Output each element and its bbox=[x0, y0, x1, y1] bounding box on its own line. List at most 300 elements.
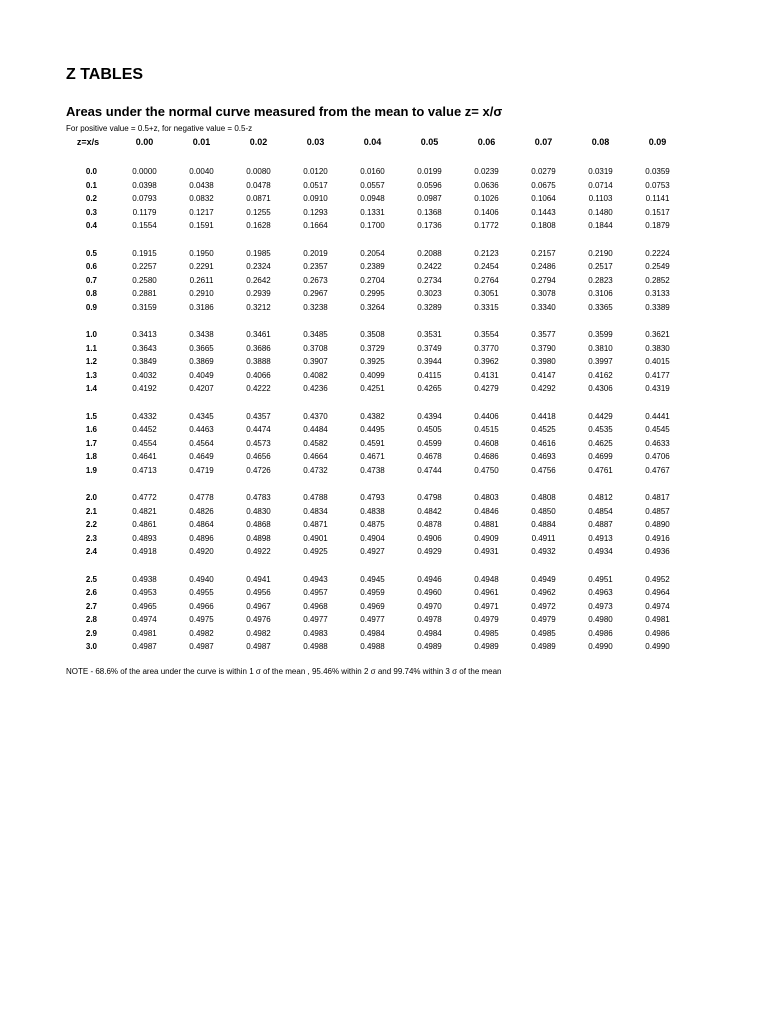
area-value: 0.0040 bbox=[189, 167, 214, 176]
area-value: 0.0359 bbox=[645, 167, 670, 176]
area-value: 0.3708 bbox=[303, 343, 328, 353]
area-value: 0.4989 bbox=[417, 642, 442, 651]
area-value: 0.4949 bbox=[531, 574, 556, 584]
area-value: 0.3023 bbox=[417, 289, 442, 298]
table-row bbox=[60, 600, 686, 614]
area-value: 0.4236 bbox=[303, 384, 328, 393]
area-value: 0.4564 bbox=[189, 438, 214, 448]
area-value: 0.3159 bbox=[132, 302, 157, 312]
area-value: 0.3790 bbox=[531, 343, 556, 353]
area-value: 0.4965 bbox=[132, 601, 157, 611]
area-value: 0.4591 bbox=[360, 438, 385, 448]
area-value: 0.1879 bbox=[645, 221, 670, 230]
area-value: 0.3531 bbox=[417, 330, 442, 339]
area-value: 0.4931 bbox=[474, 547, 499, 556]
area-value: 0.4115 bbox=[417, 370, 442, 380]
area-value: 0.2486 bbox=[531, 262, 556, 271]
area-value: 0.1628 bbox=[246, 221, 271, 230]
area-value: 0.3133 bbox=[645, 289, 670, 298]
area-value: 0.2257 bbox=[132, 262, 157, 271]
table-row bbox=[60, 287, 686, 301]
area-value: 0.2642 bbox=[246, 275, 271, 285]
area-value: 0.4525 bbox=[531, 425, 556, 434]
area-value: 0.2123 bbox=[474, 248, 499, 258]
area-value: 0.2611 bbox=[189, 275, 214, 285]
area-value: 0.3925 bbox=[360, 357, 385, 366]
area-value: 0.4821 bbox=[132, 506, 157, 516]
area-value: 0.1736 bbox=[417, 221, 442, 230]
area-value: 0.4948 bbox=[474, 574, 499, 584]
area-value: 0.4968 bbox=[303, 601, 328, 611]
z-value: 1.4 bbox=[85, 384, 97, 393]
area-value: 0.1844 bbox=[588, 221, 613, 230]
area-value: 0.4332 bbox=[132, 411, 157, 421]
area-value: 0.3729 bbox=[360, 343, 385, 353]
area-value: 0.2422 bbox=[417, 262, 442, 271]
area-value: 0.1700 bbox=[360, 221, 385, 230]
area-value: 0.4918 bbox=[132, 547, 157, 556]
area-value: 0.4147 bbox=[531, 370, 556, 380]
area-value: 0.4484 bbox=[303, 425, 328, 434]
area-value: 0.4979 bbox=[531, 615, 556, 624]
area-value: 0.0832 bbox=[189, 194, 214, 203]
area-value: 0.4306 bbox=[588, 384, 613, 393]
area-value: 0.4960 bbox=[417, 588, 442, 597]
table-row bbox=[60, 545, 686, 559]
table-row bbox=[60, 260, 686, 274]
z-value: 2.3 bbox=[85, 533, 97, 543]
area-value: 0.1368 bbox=[417, 207, 442, 217]
area-value: 0.4545 bbox=[645, 425, 670, 434]
area-value: 0.3078 bbox=[531, 289, 556, 298]
area-value: 0.4850 bbox=[531, 506, 556, 516]
area-value: 0.4927 bbox=[360, 547, 385, 556]
z-value: 0.8 bbox=[85, 289, 97, 298]
area-value: 0.0714 bbox=[588, 180, 613, 190]
area-value: 0.4972 bbox=[531, 601, 556, 611]
area-value: 0.4798 bbox=[417, 493, 442, 502]
area-value: 0.4864 bbox=[189, 520, 214, 529]
area-value: 0.0517 bbox=[303, 180, 328, 190]
table-row bbox=[60, 355, 686, 369]
area-value: 0.4719 bbox=[189, 465, 214, 475]
area-value: 0.3686 bbox=[246, 343, 271, 353]
area-value: 0.2190 bbox=[588, 248, 613, 258]
area-value: 0.4099 bbox=[360, 370, 385, 380]
area-value: 0.0753 bbox=[645, 180, 670, 190]
area-value: 0.4192 bbox=[132, 384, 157, 393]
area-value: 0.4981 bbox=[645, 615, 670, 624]
area-value: 0.3944 bbox=[417, 357, 442, 366]
area-value: 0.4842 bbox=[417, 506, 442, 516]
area-value: 0.4916 bbox=[645, 533, 670, 543]
area-value: 0.2673 bbox=[303, 275, 328, 285]
column-header: 0.03 bbox=[306, 137, 325, 147]
area-value: 0.4977 bbox=[303, 615, 328, 624]
area-value: 0.4032 bbox=[132, 370, 157, 380]
area-value: 0.4861 bbox=[132, 520, 157, 529]
z-value: 2.4 bbox=[85, 547, 97, 556]
table-row bbox=[60, 586, 686, 600]
area-value: 0.0319 bbox=[588, 167, 613, 176]
z-value: 0.0 bbox=[85, 167, 97, 176]
area-value: 0.4904 bbox=[360, 533, 385, 543]
area-value: 0.4452 bbox=[132, 425, 157, 434]
column-header: 0.00 bbox=[135, 137, 154, 147]
area-value: 0.2224 bbox=[645, 248, 670, 258]
area-value: 0.4788 bbox=[303, 493, 328, 502]
area-value: 0.3980 bbox=[531, 357, 556, 366]
column-header: 0.07 bbox=[534, 137, 553, 147]
area-value: 0.0596 bbox=[417, 180, 442, 190]
area-value: 0.4909 bbox=[474, 533, 499, 543]
area-value: 0.4987 bbox=[189, 642, 214, 651]
z-value: 0.6 bbox=[85, 262, 97, 271]
group-spacer bbox=[60, 396, 686, 410]
area-value: 0.3770 bbox=[474, 343, 499, 353]
column-header: 0.05 bbox=[420, 137, 439, 147]
area-value: 0.0120 bbox=[303, 167, 328, 176]
area-value: 0.4974 bbox=[132, 615, 157, 624]
area-value: 0.4945 bbox=[360, 574, 385, 584]
area-value: 0.4251 bbox=[360, 384, 385, 393]
area-value: 0.2389 bbox=[360, 262, 385, 271]
area-value: 0.1443 bbox=[531, 207, 556, 217]
area-value: 0.3888 bbox=[246, 357, 271, 366]
area-value: 0.2088 bbox=[417, 248, 442, 258]
area-value: 0.4953 bbox=[132, 588, 157, 597]
table-body bbox=[60, 151, 686, 654]
area-value: 0.4986 bbox=[588, 628, 613, 638]
area-value: 0.4973 bbox=[588, 601, 613, 611]
area-value: 0.4817 bbox=[645, 493, 670, 502]
z-value: 3.0 bbox=[85, 642, 97, 651]
area-value: 0.1255 bbox=[246, 207, 271, 217]
area-value: 0.4319 bbox=[645, 384, 670, 393]
area-value: 0.4015 bbox=[645, 357, 670, 366]
area-value: 0.3340 bbox=[531, 302, 556, 312]
column-header: 0.09 bbox=[648, 137, 667, 147]
area-value: 0.4984 bbox=[360, 628, 385, 638]
area-value: 0.4967 bbox=[246, 601, 271, 611]
area-value: 0.1406 bbox=[474, 207, 499, 217]
area-value: 0.4582 bbox=[303, 438, 328, 448]
area-value: 0.4871 bbox=[303, 520, 328, 529]
area-value: 0.4633 bbox=[645, 438, 670, 448]
table-row bbox=[60, 450, 686, 464]
rule-note: For positive value = 0.5+z, for negative value = 0.5-z bbox=[66, 124, 253, 133]
area-value: 0.4934 bbox=[588, 547, 613, 556]
area-value: 0.4940 bbox=[189, 574, 214, 584]
area-value: 0.4812 bbox=[588, 493, 613, 502]
area-value: 0.4656 bbox=[246, 452, 271, 461]
area-value: 0.3749 bbox=[417, 343, 442, 353]
area-value: 0.4938 bbox=[132, 574, 157, 584]
area-value: 0.3413 bbox=[132, 330, 157, 339]
area-value: 0.4678 bbox=[417, 452, 442, 461]
area-value: 0.4495 bbox=[360, 425, 385, 434]
area-value: 0.4756 bbox=[531, 465, 556, 475]
area-value: 0.2764 bbox=[474, 275, 499, 285]
table-row bbox=[60, 464, 686, 478]
area-value: 0.4946 bbox=[417, 574, 442, 584]
area-value: 0.3962 bbox=[474, 357, 499, 366]
area-value: 0.4985 bbox=[531, 628, 556, 638]
area-value: 0.3810 bbox=[588, 343, 613, 353]
area-value: 0.4962 bbox=[531, 588, 556, 597]
z-value: 1.0 bbox=[85, 330, 97, 339]
area-value: 0.2357 bbox=[303, 262, 328, 271]
area-value: 0.4970 bbox=[417, 601, 442, 611]
area-value: 0.4988 bbox=[360, 642, 385, 651]
area-value: 0.0987 bbox=[417, 194, 442, 203]
area-value: 0.0438 bbox=[189, 180, 214, 190]
area-value: 0.4671 bbox=[360, 452, 385, 461]
area-value: 0.4608 bbox=[474, 438, 499, 448]
area-value: 0.3264 bbox=[360, 302, 385, 312]
area-value: 0.4987 bbox=[132, 642, 157, 651]
area-value: 0.4706 bbox=[645, 452, 670, 461]
area-value: 0.4971 bbox=[474, 601, 499, 611]
area-value: 0.4505 bbox=[417, 425, 442, 434]
area-value: 0.4955 bbox=[189, 588, 214, 597]
area-value: 0.1293 bbox=[303, 207, 328, 217]
area-value: 0.4941 bbox=[246, 574, 271, 584]
area-value: 0.4932 bbox=[531, 547, 556, 556]
area-value: 0.1217 bbox=[189, 207, 214, 217]
z-value: 0.9 bbox=[85, 302, 97, 312]
area-value: 0.4989 bbox=[531, 642, 556, 651]
z-value: 1.9 bbox=[85, 465, 97, 475]
z-value: 0.4 bbox=[85, 221, 97, 230]
area-value: 0.4177 bbox=[645, 370, 670, 380]
area-value: 0.4922 bbox=[246, 547, 271, 556]
area-value: 0.0557 bbox=[360, 180, 385, 190]
area-value: 0.4222 bbox=[246, 384, 271, 393]
area-value: 0.3508 bbox=[360, 330, 385, 339]
area-value: 0.2324 bbox=[246, 262, 271, 271]
z-value: 1.5 bbox=[85, 411, 97, 421]
area-value: 0.3554 bbox=[474, 330, 499, 339]
area-value: 0.4767 bbox=[645, 465, 670, 475]
area-value: 0.4898 bbox=[246, 533, 271, 543]
area-value: 0.4599 bbox=[417, 438, 442, 448]
area-value: 0.1331 bbox=[360, 207, 385, 217]
z-value: 2.6 bbox=[85, 588, 97, 597]
area-value: 0.4162 bbox=[588, 370, 613, 380]
area-value: 0.0398 bbox=[132, 180, 157, 190]
area-value: 0.4830 bbox=[246, 506, 271, 516]
area-value: 0.1772 bbox=[474, 221, 499, 230]
area-value: 0.2580 bbox=[132, 275, 157, 285]
area-value: 0.3577 bbox=[531, 330, 556, 339]
table-row bbox=[60, 423, 686, 437]
area-value: 0.4744 bbox=[417, 465, 442, 475]
area-value: 0.4554 bbox=[132, 438, 157, 448]
area-value: 0.4961 bbox=[474, 588, 499, 597]
area-value: 0.4625 bbox=[588, 438, 613, 448]
z-value: 2.9 bbox=[85, 628, 97, 638]
area-value: 0.2704 bbox=[360, 275, 385, 285]
area-value: 0.2019 bbox=[303, 248, 328, 258]
area-value: 0.2910 bbox=[189, 289, 214, 298]
area-value: 0.3238 bbox=[303, 302, 328, 312]
area-value: 0.4868 bbox=[246, 520, 271, 529]
table-header-row bbox=[60, 133, 686, 151]
area-value: 0.3485 bbox=[303, 330, 328, 339]
area-value: 0.4292 bbox=[531, 384, 556, 393]
area-value: 0.1480 bbox=[588, 207, 613, 217]
subtitle: Areas under the normal curve measured from the mean to value z= x/σ bbox=[66, 104, 503, 119]
z-value: 0.7 bbox=[85, 275, 97, 285]
area-value: 0.4418 bbox=[531, 411, 556, 421]
area-value: 0.4345 bbox=[189, 411, 214, 421]
area-value: 0.3907 bbox=[303, 357, 328, 366]
table-row bbox=[60, 165, 686, 179]
z-value: 0.3 bbox=[85, 207, 97, 217]
area-value: 0.4878 bbox=[417, 520, 442, 529]
area-value: 0.0000 bbox=[132, 167, 157, 176]
group-spacer bbox=[60, 559, 686, 573]
area-value: 0.1026 bbox=[474, 194, 499, 203]
z-value: 0.2 bbox=[85, 194, 97, 203]
area-value: 0.4474 bbox=[246, 425, 271, 434]
area-value: 0.1179 bbox=[132, 207, 157, 217]
area-value: 0.3389 bbox=[645, 302, 670, 312]
column-header: 0.04 bbox=[363, 137, 382, 147]
area-value: 0.4964 bbox=[645, 588, 670, 597]
column-header: 0.08 bbox=[591, 137, 610, 147]
area-value: 0.2291 bbox=[189, 262, 214, 271]
area-value: 0.4978 bbox=[417, 615, 442, 624]
area-value: 0.2823 bbox=[588, 275, 613, 285]
column-header: 0.02 bbox=[249, 137, 268, 147]
area-value: 0.0675 bbox=[531, 180, 556, 190]
table-row bbox=[60, 627, 686, 641]
column-header: 0.01 bbox=[192, 137, 211, 147]
page-title: Z TABLES bbox=[66, 66, 144, 83]
area-value: 0.4985 bbox=[474, 628, 499, 638]
area-value: 0.3461 bbox=[246, 330, 271, 339]
area-value: 0.4357 bbox=[246, 411, 271, 421]
area-value: 0.2939 bbox=[246, 289, 271, 298]
area-value: 0.4986 bbox=[645, 628, 670, 638]
area-value: 0.4893 bbox=[132, 533, 157, 543]
area-value: 0.4394 bbox=[417, 411, 442, 421]
area-value: 0.4793 bbox=[360, 493, 385, 502]
table-row bbox=[60, 342, 686, 356]
area-value: 0.1517 bbox=[645, 207, 670, 217]
area-value: 0.4884 bbox=[531, 520, 556, 529]
group-spacer bbox=[60, 151, 686, 165]
area-value: 0.1915 bbox=[132, 248, 157, 258]
area-value: 0.4980 bbox=[588, 615, 613, 624]
area-value: 0.4959 bbox=[360, 588, 385, 597]
area-value: 0.3315 bbox=[474, 302, 499, 312]
table-row bbox=[60, 247, 686, 261]
area-value: 0.0160 bbox=[360, 167, 385, 176]
area-value: 0.4951 bbox=[588, 574, 613, 584]
area-value: 0.4265 bbox=[417, 384, 442, 393]
area-value: 0.4826 bbox=[189, 506, 214, 516]
corner-label: z=x/s bbox=[76, 137, 100, 147]
area-value: 0.4664 bbox=[303, 452, 328, 461]
area-value: 0.2995 bbox=[360, 289, 385, 298]
area-value: 0.0239 bbox=[474, 167, 499, 176]
area-value: 0.4535 bbox=[588, 425, 613, 434]
area-value: 0.3665 bbox=[189, 343, 214, 353]
area-value: 0.4896 bbox=[189, 533, 214, 543]
area-value: 0.1664 bbox=[303, 221, 328, 230]
area-value: 0.4838 bbox=[360, 506, 385, 516]
area-value: 0.2852 bbox=[645, 275, 670, 285]
area-value: 0.4713 bbox=[132, 465, 157, 475]
area-value: 0.4975 bbox=[189, 615, 214, 624]
area-value: 0.4976 bbox=[246, 615, 271, 624]
area-value: 0.2454 bbox=[474, 262, 499, 271]
area-value: 0.4783 bbox=[246, 493, 271, 502]
area-value: 0.4573 bbox=[246, 438, 271, 448]
area-value: 0.4778 bbox=[189, 493, 214, 502]
area-value: 0.4963 bbox=[588, 588, 613, 597]
table-row bbox=[60, 437, 686, 451]
area-value: 0.1064 bbox=[531, 194, 556, 203]
area-value: 0.4875 bbox=[360, 520, 385, 529]
area-value: 0.4732 bbox=[303, 465, 328, 475]
area-value: 0.0080 bbox=[246, 167, 271, 176]
area-value: 0.0948 bbox=[360, 194, 385, 203]
area-value: 0.3830 bbox=[645, 343, 670, 353]
area-value: 0.4406 bbox=[474, 411, 499, 421]
area-value: 0.3186 bbox=[189, 302, 214, 312]
area-value: 0.4279 bbox=[474, 384, 499, 393]
area-value: 0.2517 bbox=[588, 262, 613, 271]
area-value: 0.4463 bbox=[189, 425, 214, 434]
table-row bbox=[60, 274, 686, 288]
area-value: 0.2734 bbox=[417, 275, 442, 285]
z-table bbox=[60, 133, 686, 654]
area-value: 0.4772 bbox=[132, 493, 157, 502]
area-value: 0.3869 bbox=[189, 357, 214, 366]
area-value: 0.4066 bbox=[246, 370, 271, 380]
area-value: 0.4693 bbox=[531, 452, 556, 461]
area-value: 0.1103 bbox=[588, 194, 613, 203]
z-value: 1.8 bbox=[85, 452, 97, 461]
area-value: 0.2967 bbox=[303, 289, 328, 298]
z-value: 0.5 bbox=[85, 248, 97, 258]
z-value: 2.0 bbox=[85, 493, 97, 502]
area-value: 0.0199 bbox=[417, 167, 442, 176]
area-value: 0.4686 bbox=[474, 452, 499, 461]
area-value: 0.4382 bbox=[360, 411, 385, 421]
area-value: 0.3621 bbox=[645, 330, 670, 339]
area-value: 0.4649 bbox=[189, 452, 214, 461]
area-value: 0.3365 bbox=[588, 302, 613, 312]
area-value: 0.1985 bbox=[246, 248, 271, 258]
area-value: 0.3997 bbox=[588, 357, 613, 366]
z-value: 1.3 bbox=[85, 370, 97, 380]
area-value: 0.4920 bbox=[189, 547, 214, 556]
table-row bbox=[60, 301, 686, 315]
area-value: 0.4834 bbox=[303, 506, 328, 516]
table-row bbox=[60, 219, 686, 233]
area-value: 0.4925 bbox=[303, 547, 328, 556]
area-value: 0.4990 bbox=[588, 642, 613, 651]
area-value: 0.4857 bbox=[645, 506, 670, 516]
area-value: 0.0871 bbox=[246, 194, 271, 203]
group-spacer bbox=[60, 314, 686, 328]
area-value: 0.0636 bbox=[474, 180, 499, 190]
